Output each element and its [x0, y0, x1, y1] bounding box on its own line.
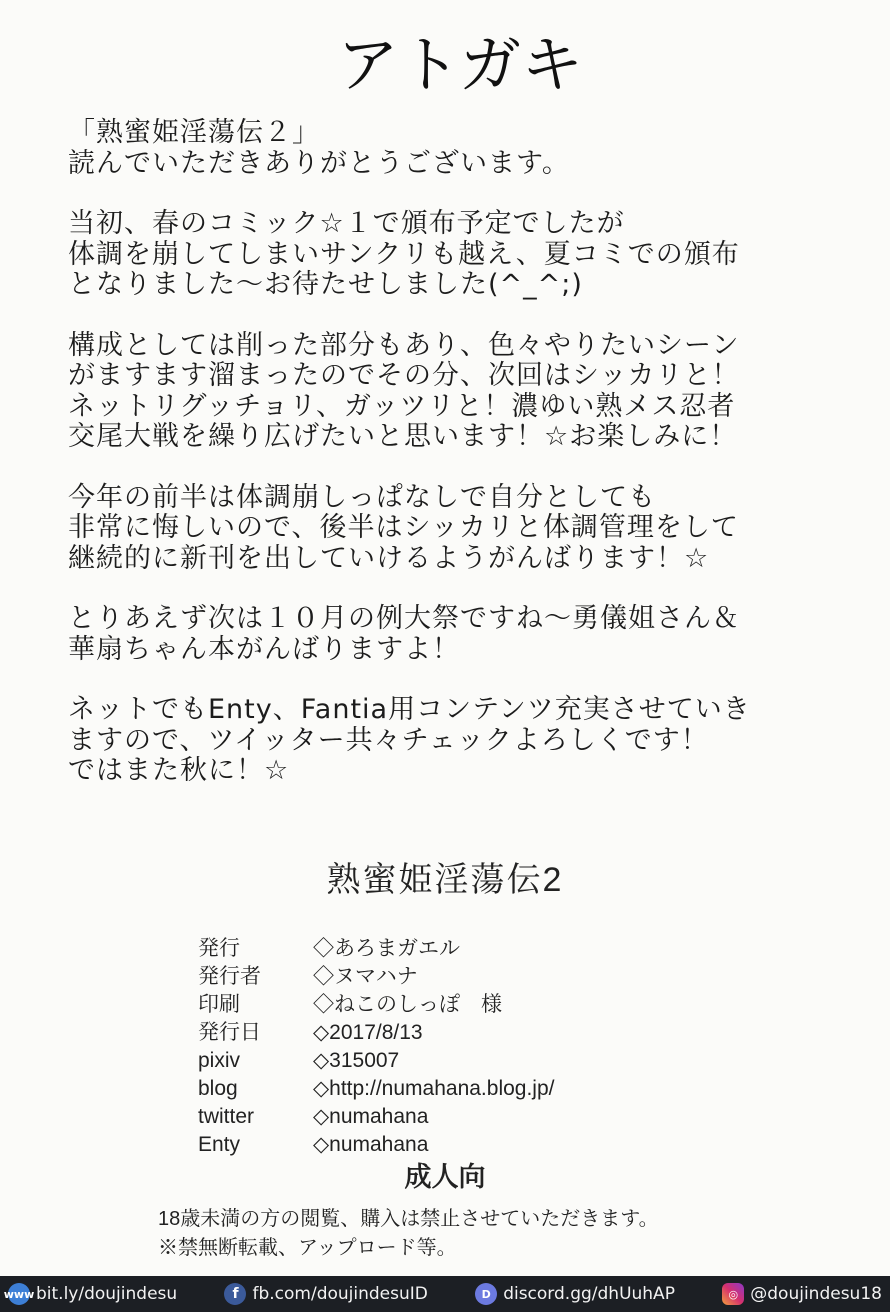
paragraph	[68, 695, 858, 787]
text-line: 華扇ちゃん本がんばりますよ！	[68, 633, 460, 665]
text-line: 継続的に新刊を出していけるようがんばります！☆	[68, 542, 710, 574]
colophon-row	[198, 1075, 554, 1103]
colophon-row	[198, 1047, 554, 1075]
colophon-row	[198, 963, 554, 991]
footer-link-text: @doujindesu18	[750, 1284, 882, 1304]
footer-link-text: bit.ly/doujindesu	[36, 1284, 178, 1304]
colophon-label: 印刷	[198, 993, 240, 1016]
colophon-label: 発行	[198, 937, 240, 960]
colophon-row	[198, 1019, 554, 1047]
colophon-value: ◇ねこのしっぽ 様	[313, 993, 502, 1016]
notice	[158, 1205, 659, 1263]
text-line: 体調を崩してしまいサンクリも越え、夏コミでの頒布	[68, 238, 740, 270]
colophon-label: blog	[198, 1077, 238, 1100]
colophon-value: ◇あろまガエル	[313, 937, 460, 960]
footer-link-facebook[interactable]	[224, 1283, 427, 1305]
text-line: 構成としては削った部分もあり、色々やりたいシーン	[68, 329, 740, 361]
paragraph	[68, 331, 858, 453]
colophon	[198, 935, 554, 1159]
text-line: 「熟蜜姫淫蕩伝２」	[68, 117, 320, 148]
footer-link-discord[interactable]	[475, 1283, 675, 1305]
facebook-icon: f	[224, 1283, 246, 1305]
text-line: 読んでいただきありがとうございます。	[68, 147, 570, 179]
paragraph	[68, 483, 858, 575]
afterword-heading	[300, 18, 620, 108]
footer-link-web[interactable]	[3, 1283, 178, 1305]
colophon-row	[198, 935, 554, 963]
text-line: 交尾大戦を繰り広げたいと思います！☆お楽しみに！	[68, 421, 738, 452]
book-title: 熟蜜姫淫蕩伝2	[326, 861, 564, 899]
text-line: ネットでもEnty、Fantia用コンテンツ充実させていき	[68, 694, 751, 725]
colophon-value: ◇ヌマハナ	[313, 965, 418, 988]
text-line: ネットリグッチョリ、ガッツリと！濃ゆい熟メス忍者	[68, 390, 736, 422]
notice-line: 18歳未満の方の閲覧、購入は禁止させていただきます。	[158, 1208, 659, 1230]
footer-link-text: fb.com/doujindesuID	[252, 1284, 428, 1304]
colophon-value: ◇numahana	[313, 1105, 429, 1128]
paragraph	[68, 118, 858, 179]
colophon-value: ◇numahana	[313, 1133, 429, 1156]
notice-line: ※禁無断転載、アップロード等。	[158, 1237, 457, 1259]
web-icon: www	[8, 1283, 30, 1305]
colophon-row	[198, 1103, 554, 1131]
text-line: 非常に悔しいので、後半はシッカリと体調管理をして	[68, 512, 739, 543]
footer-link-instagram[interactable]	[722, 1283, 882, 1305]
footer-link-text: discord.gg/dhUuhAP	[503, 1284, 675, 1304]
colophon-label: 発行日	[198, 1021, 261, 1044]
adult-label: 成人向	[404, 1162, 486, 1192]
paragraph	[68, 209, 858, 301]
paragraph	[68, 604, 858, 665]
footer-bar	[0, 1276, 890, 1312]
heading-text: アトガキ	[336, 28, 584, 101]
text-line: とりあえず次は１０月の例大祭ですね～勇儀姐さん＆	[68, 603, 740, 634]
handwritten-heading-art	[300, 18, 620, 108]
text-line: がますます溜まったのでその分、次回はシッカリと！	[68, 360, 740, 391]
colophon-label: 発行者	[198, 965, 261, 988]
instagram-icon: ◎	[722, 1283, 744, 1305]
colophon-value: ◇http://numahana.blog.jp/	[313, 1077, 555, 1100]
text-line: 今年の前半は体調崩しっぱなしで自分としても	[68, 481, 656, 513]
text-line: ではまた秋に！☆	[68, 755, 290, 786]
colophon-row	[198, 991, 554, 1019]
afterword-body	[68, 118, 858, 817]
text-line: となりました～お待たせしました(^_^;)	[68, 269, 583, 300]
text-line: ますので、ツイッター共々チェックよろしくです！	[68, 724, 709, 756]
discord-icon: D	[475, 1283, 497, 1305]
text-line: 当初、春のコミック☆１で頒布予定でしたが	[68, 208, 625, 239]
colophon-value: ◇315007	[313, 1049, 400, 1072]
colophon-label: Enty	[198, 1133, 241, 1156]
colophon-value: ◇2017/8/13	[313, 1021, 423, 1044]
colophon-label: twitter	[198, 1105, 255, 1128]
colophon-label: pixiv	[198, 1049, 241, 1072]
